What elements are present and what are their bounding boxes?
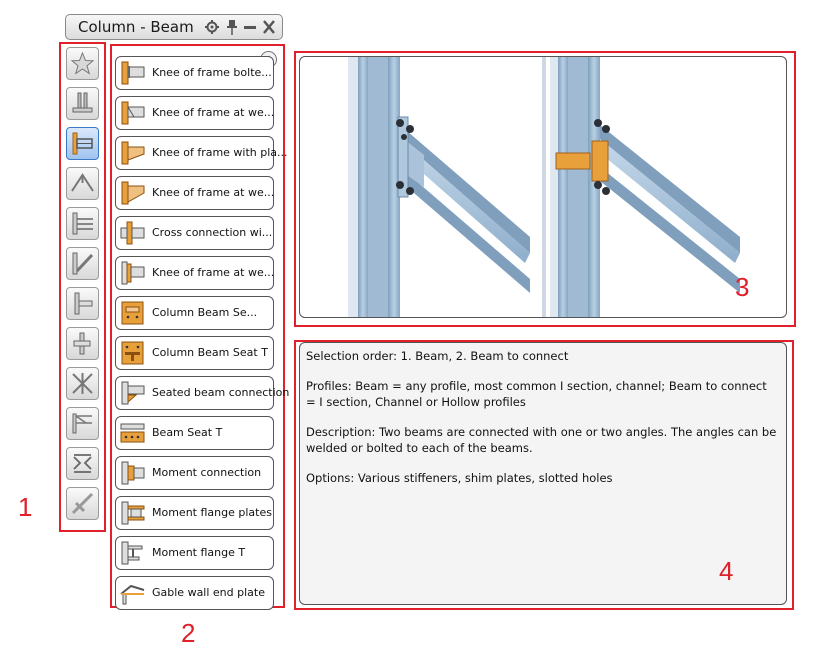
minimize-icon[interactable]: [242, 18, 258, 36]
component-label: Knee of frame at we...: [152, 106, 275, 119]
knee-frame-welded-haunch-icon: [119, 180, 146, 206]
other-icon: [70, 491, 95, 516]
selection-order-text: Selection order: 1. Beam, 2. Beam to connect: [306, 349, 569, 363]
knee-frame-welded-2-icon: [119, 260, 146, 286]
component-label: Seated beam connection: [152, 386, 290, 399]
category-beam-beam[interactable]: [66, 207, 99, 240]
cross-bracing-icon: [70, 371, 95, 396]
callout-2: 2: [181, 618, 196, 648]
wind-bracing-icon: [70, 451, 95, 476]
component-label: Moment flange plates: [152, 506, 272, 519]
component-item-5[interactable]: [115, 216, 274, 250]
column-beam-icon: [70, 131, 95, 156]
component-item-10[interactable]: [115, 416, 274, 450]
component-item-9[interactable]: [115, 376, 290, 410]
callout-1: 1: [18, 492, 33, 522]
component-item-2[interactable]: [115, 96, 274, 130]
column-beam-seat-t-icon: [119, 340, 146, 366]
preview-right-view: [550, 57, 740, 318]
apex-icon: [70, 171, 95, 196]
beam-seat-t-icon: [119, 420, 146, 446]
component-item-11[interactable]: [115, 456, 274, 490]
category-bracing[interactable]: [66, 247, 99, 280]
close-icon[interactable]: [261, 18, 277, 36]
cross-connection-icon: [119, 220, 146, 246]
category-wind-bracing[interactable]: [66, 447, 99, 480]
component-item-3[interactable]: [115, 136, 288, 170]
component-item-13[interactable]: [115, 536, 274, 570]
component-item-7[interactable]: [115, 296, 274, 330]
preview-left-view: [348, 57, 530, 318]
beam-beam-icon: [70, 211, 95, 236]
component-label: Knee of frame at we...: [152, 266, 275, 279]
star-icon: [70, 51, 95, 76]
category-stiffeners[interactable]: [66, 327, 99, 360]
component-label: Moment connection: [152, 466, 262, 479]
knee-frame-plate-icon: [119, 140, 146, 166]
component-item-1[interactable]: [115, 56, 274, 90]
component-item-12[interactable]: [115, 496, 274, 530]
category-splice[interactable]: [66, 287, 99, 320]
category-truss[interactable]: [66, 407, 99, 440]
moment-connection-icon: [119, 460, 146, 486]
stiffener-icon: [70, 331, 95, 356]
profiles-text: Profiles: Beam = any profile, most common I section, channel; Beam to connect = I section, Channel or Hollow profiles: [306, 379, 767, 409]
callout-3: 3: [735, 272, 750, 302]
options-text: Options: Various stiffeners, shim plates, slotted holes: [306, 471, 613, 485]
truss-icon: [70, 411, 95, 436]
component-item-6[interactable]: [115, 256, 274, 290]
window-title: Column - Beam: [78, 18, 194, 36]
component-label: Column Beam Seat T: [152, 346, 268, 359]
component-label: Gable wall end plate: [152, 586, 265, 599]
component-label: Knee of frame with pla...: [152, 146, 288, 159]
seated-beam-connection-icon: [119, 380, 146, 406]
moment-flange-t-icon: [119, 540, 146, 566]
component-label: Knee of frame bolte...: [152, 66, 272, 79]
category-favorites[interactable]: [66, 47, 99, 80]
connection-preview: [299, 56, 787, 318]
component-item-14[interactable]: [115, 576, 274, 610]
connection-preview-image: [300, 57, 787, 318]
component-item-8[interactable]: [115, 336, 274, 370]
component-label: Beam Seat T: [152, 426, 223, 439]
moment-flange-plates-icon: [119, 500, 146, 526]
component-item-4[interactable]: [115, 176, 274, 210]
bracing-icon: [70, 251, 95, 276]
component-label: Column Beam Se...: [152, 306, 258, 319]
gable-wall-end-plate-icon: [119, 580, 146, 606]
callout-4: 4: [719, 556, 734, 586]
category-column-beam[interactable]: [66, 127, 99, 160]
category-apex[interactable]: [66, 167, 99, 200]
base-plate-icon: [70, 91, 95, 116]
category-cross-bracing[interactable]: [66, 367, 99, 400]
component-label: Knee of frame at we...: [152, 186, 275, 199]
column-beam-seat-icon: [119, 300, 146, 326]
category-base-plate[interactable]: [66, 87, 99, 120]
knee-frame-bolted-icon: [119, 60, 146, 86]
pin-icon[interactable]: [224, 18, 240, 36]
knee-frame-welded-icon: [119, 100, 146, 126]
component-label: Cross connection wi...: [152, 226, 273, 239]
category-other[interactable]: [66, 487, 99, 520]
gear-icon[interactable]: [204, 18, 220, 36]
splice-icon: [70, 291, 95, 316]
component-label: Moment flange T: [152, 546, 246, 559]
window-title-bar[interactable]: [65, 14, 283, 40]
description-panel: [299, 342, 787, 605]
description-text: Description: Two beams are connected with one or two angles. The angles can be welded or bolted to each of the beams.: [306, 425, 777, 455]
